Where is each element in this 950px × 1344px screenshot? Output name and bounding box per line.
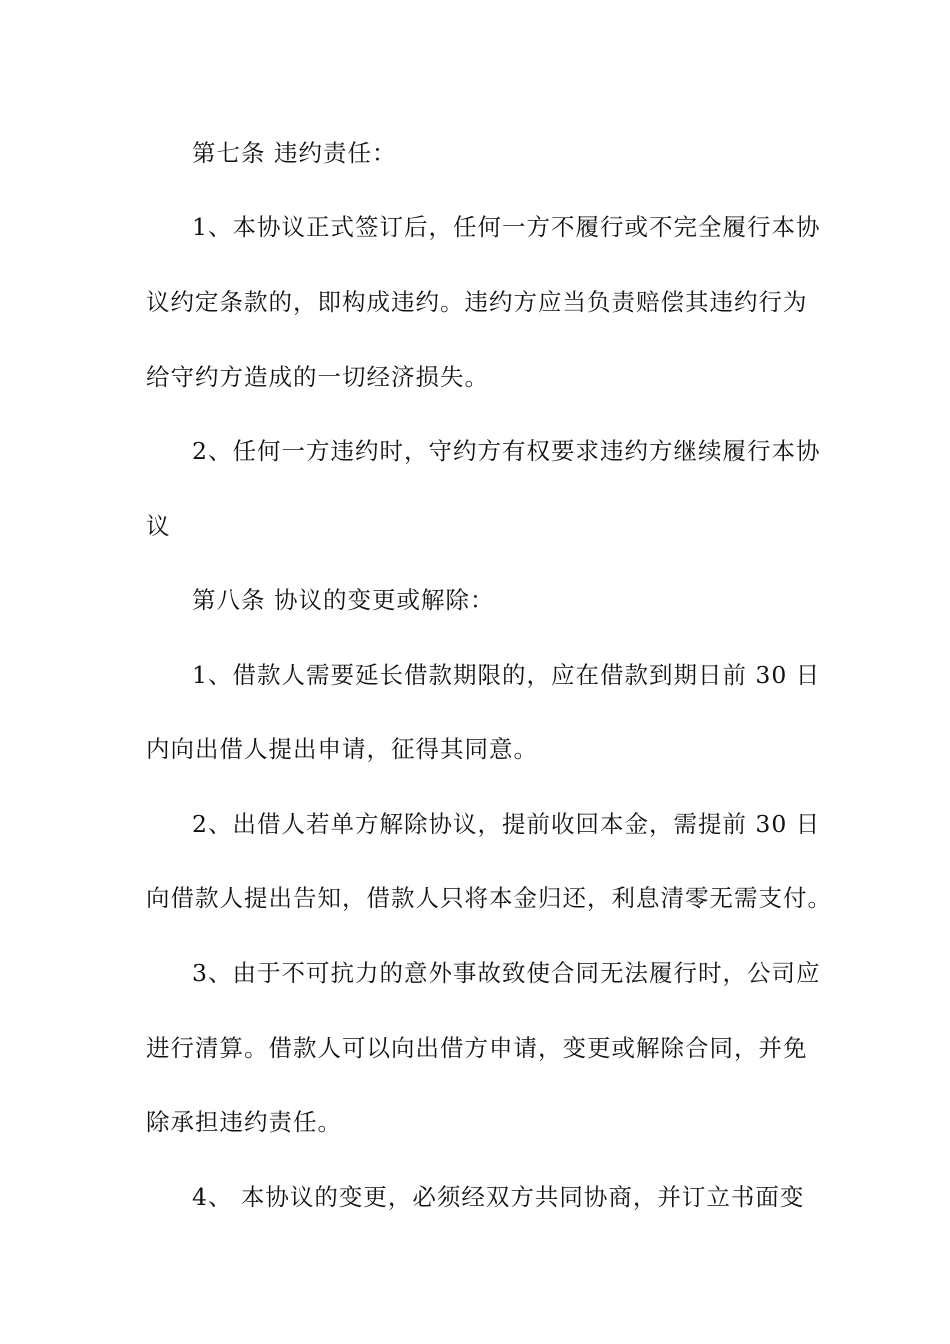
article-8-heading: 第八条 协议的变更或解除： [192, 586, 495, 614]
article-7-clause-1-line-3: 给守约方造成的一切经济损失。 [146, 363, 489, 391]
article-7-clause-1-line-2: 议约定条款的，即构成违约。违约方应当负责赔偿其违约行为 [146, 288, 808, 316]
article-8-clause-1-line-2: 内向出借人提出申请，征得其同意。 [146, 735, 538, 763]
article-8-clause-3-line-2: 进行清算。借款人可以向出借方申请，变更或解除合同，并免 [146, 1034, 808, 1062]
article-7-clause-2-line-1: 2、任何一方违约时，守约方有权要求违约方继续履行本协 [192, 437, 821, 465]
article-7-clause-2-line-2: 议 [146, 512, 171, 540]
article-7-clause-1-line-1: 1、本协议正式签订后，任何一方不履行或不完全履行本协 [192, 213, 821, 241]
article-8-clause-1-line-1: 1、借款人需要延长借款期限的，应在借款到期日前 30 日 [192, 661, 821, 689]
article-7-heading: 第七条 违约责任： [192, 139, 397, 167]
article-8-clause-2-line-2: 向借款人提出告知，借款人只将本金归还，利息清零无需支付。 [146, 884, 832, 912]
article-8-clause-2-line-1: 2、出借人若单方解除协议，提前收回本金，需提前 30 日 [192, 810, 821, 838]
article-8-clause-3-line-1: 3、由于不可抗力的意外事故致使合同无法履行时，公司应 [192, 959, 821, 987]
article-8-clause-3-line-3: 除承担违约责任。 [146, 1108, 342, 1136]
article-8-clause-4-line-1: 4、 本协议的变更，必须经双方共同协商，并订立书面变 [192, 1183, 805, 1211]
